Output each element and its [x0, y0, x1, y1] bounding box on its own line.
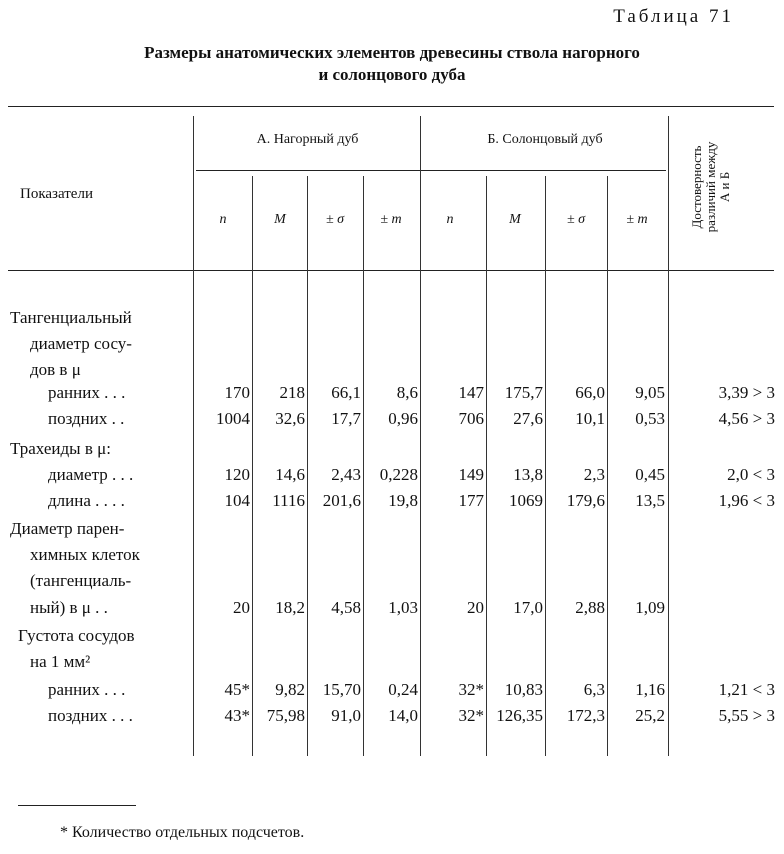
- table-cell: 45*: [224, 680, 250, 699]
- row-label: длина . . . .: [48, 491, 125, 510]
- table-cell: 9,05: [635, 383, 665, 402]
- col-divider: [545, 176, 546, 756]
- header-a-n: n: [219, 212, 227, 227]
- row-label: поздних . .: [48, 409, 125, 428]
- header-b-m-error: ± m: [626, 212, 648, 227]
- row-label: поздних . . .: [48, 706, 133, 725]
- table-cell: 201,6: [322, 491, 361, 510]
- col-divider: [486, 176, 487, 756]
- table-cell: 170: [224, 383, 250, 402]
- row-label: диаметр . . .: [48, 465, 134, 484]
- table-cell: 32*: [458, 680, 484, 699]
- table-cell: 147: [458, 383, 484, 402]
- table-cell: 13,5: [635, 491, 665, 510]
- table-cell: 0,228: [379, 465, 418, 484]
- col-divider: [668, 116, 669, 756]
- table-cell: 0,96: [388, 409, 418, 428]
- table-cell: 175,7: [504, 383, 543, 402]
- table-cell: 4,58: [331, 598, 361, 617]
- table-cell: 20: [233, 598, 250, 617]
- table-cell: 6,3: [583, 680, 605, 699]
- footnote: * Количество отдельных подсчетов.: [60, 824, 305, 841]
- table-caption-line-1: Размеры анатомических элементов древесины ствола нагорного: [144, 43, 640, 62]
- table-cell: 179,6: [566, 491, 605, 510]
- header-b-m: M: [509, 212, 521, 227]
- table-cell: 43*: [224, 706, 250, 725]
- table-cell: 1,21 < 3: [718, 680, 775, 699]
- table-number: Таблица 71: [613, 6, 734, 27]
- header-b-n: n: [446, 212, 454, 227]
- row-label: Диаметр парен-: [10, 519, 125, 538]
- col-divider: [363, 176, 364, 756]
- row-label: диаметр сосу-: [30, 334, 132, 353]
- row-label: на 1 мм²: [30, 652, 91, 671]
- table-cell: 218: [279, 383, 305, 402]
- col-divider: [420, 116, 421, 756]
- table-cell: 0,53: [635, 409, 665, 428]
- table-cell: 91,0: [331, 706, 361, 725]
- table-cell: 1069: [509, 491, 543, 510]
- table-cell: 706: [458, 409, 484, 428]
- col-divider: [193, 116, 194, 756]
- table-cell: 1,03: [388, 598, 418, 617]
- table-cell: 1,96 < 3: [718, 491, 775, 510]
- table-cell: 18,2: [275, 598, 305, 617]
- table-cell: 1116: [272, 491, 305, 510]
- table-cell: 32,6: [275, 409, 305, 428]
- table-cell: 27,6: [513, 409, 543, 428]
- header-group-a: А. Нагорный дуб: [256, 132, 359, 147]
- table-cell: 2,3: [583, 465, 605, 484]
- table-cell: 2,43: [331, 465, 361, 484]
- top-rule: [8, 106, 774, 107]
- footnote-rule: [18, 805, 136, 806]
- header-significance-line-3: А и Б: [717, 171, 732, 203]
- table-cell: 1,09: [635, 598, 665, 617]
- row-label: химных клеток: [30, 545, 140, 564]
- table-cell: 10,83: [504, 680, 543, 699]
- table-cell: 149: [458, 465, 484, 484]
- table-cell: 14,6: [275, 465, 305, 484]
- row-label: ранних . . .: [48, 383, 126, 402]
- table-cell: 66,0: [575, 383, 605, 402]
- row-label: (тангенциаль-: [30, 571, 132, 590]
- row-label: Густота сосудов: [18, 626, 135, 645]
- table-cell: 2,0 < 3: [727, 465, 775, 484]
- table-cell: 66,1: [331, 383, 361, 402]
- header-significance-line-1: Достоверность: [689, 145, 704, 229]
- table-cell: 2,88: [575, 598, 605, 617]
- header-significance: [690, 112, 732, 262]
- row-label: Тангенциальный: [10, 308, 132, 327]
- table-cell: 0,24: [388, 680, 418, 699]
- table-cell: 14,0: [388, 706, 418, 725]
- table-cell: 20: [467, 598, 484, 617]
- group-rule: [196, 170, 666, 171]
- header-rule: [8, 270, 774, 271]
- header-group-b: Б. Солонцовый дуб: [487, 132, 603, 147]
- table-caption-line-2: и солонцового дуба: [318, 65, 466, 84]
- table-cell: 5,55 > 3: [718, 706, 775, 725]
- header-a-sigma: ± σ: [325, 212, 345, 227]
- col-divider: [307, 176, 308, 756]
- table-cell: 172,3: [566, 706, 605, 725]
- table-cell: 0,45: [635, 465, 665, 484]
- table-cell: 3,39 > 3: [718, 383, 775, 402]
- table-cell: 120: [224, 465, 250, 484]
- table-cell: 25,2: [635, 706, 665, 725]
- table-cell: 126,35: [496, 706, 543, 725]
- table-cell: 13,8: [513, 465, 543, 484]
- header-b-sigma: ± σ: [566, 212, 586, 227]
- table-cell: 9,82: [275, 680, 305, 699]
- header-indicators: Показатели: [20, 186, 93, 202]
- table-cell: 177: [458, 491, 484, 510]
- col-divider: [252, 176, 253, 756]
- col-divider: [607, 176, 608, 756]
- table-cell: 32*: [458, 706, 484, 725]
- table-cell: 8,6: [396, 383, 418, 402]
- table-cell: 104: [224, 491, 250, 510]
- table-cell: 17,0: [513, 598, 543, 617]
- table-cell: 1,16: [635, 680, 665, 699]
- table-cell: 19,8: [388, 491, 418, 510]
- row-label: ный) в μ . .: [30, 598, 108, 617]
- row-label: ранних . . .: [48, 680, 126, 699]
- table-cell: 1004: [216, 409, 250, 428]
- header-a-m: M: [274, 212, 286, 227]
- table-cell: 4,56 > 3: [718, 409, 775, 428]
- row-label: дов в μ: [30, 360, 81, 379]
- header-a-m-error: ± m: [380, 212, 402, 227]
- table-cell: 10,1: [575, 409, 605, 428]
- table-cell: 75,98: [266, 706, 305, 725]
- row-label: Трахеиды в μ:: [10, 439, 111, 458]
- header-significance-line-2: различий между: [703, 141, 718, 233]
- table-cell: 17,7: [331, 409, 361, 428]
- table-cell: 15,70: [322, 680, 361, 699]
